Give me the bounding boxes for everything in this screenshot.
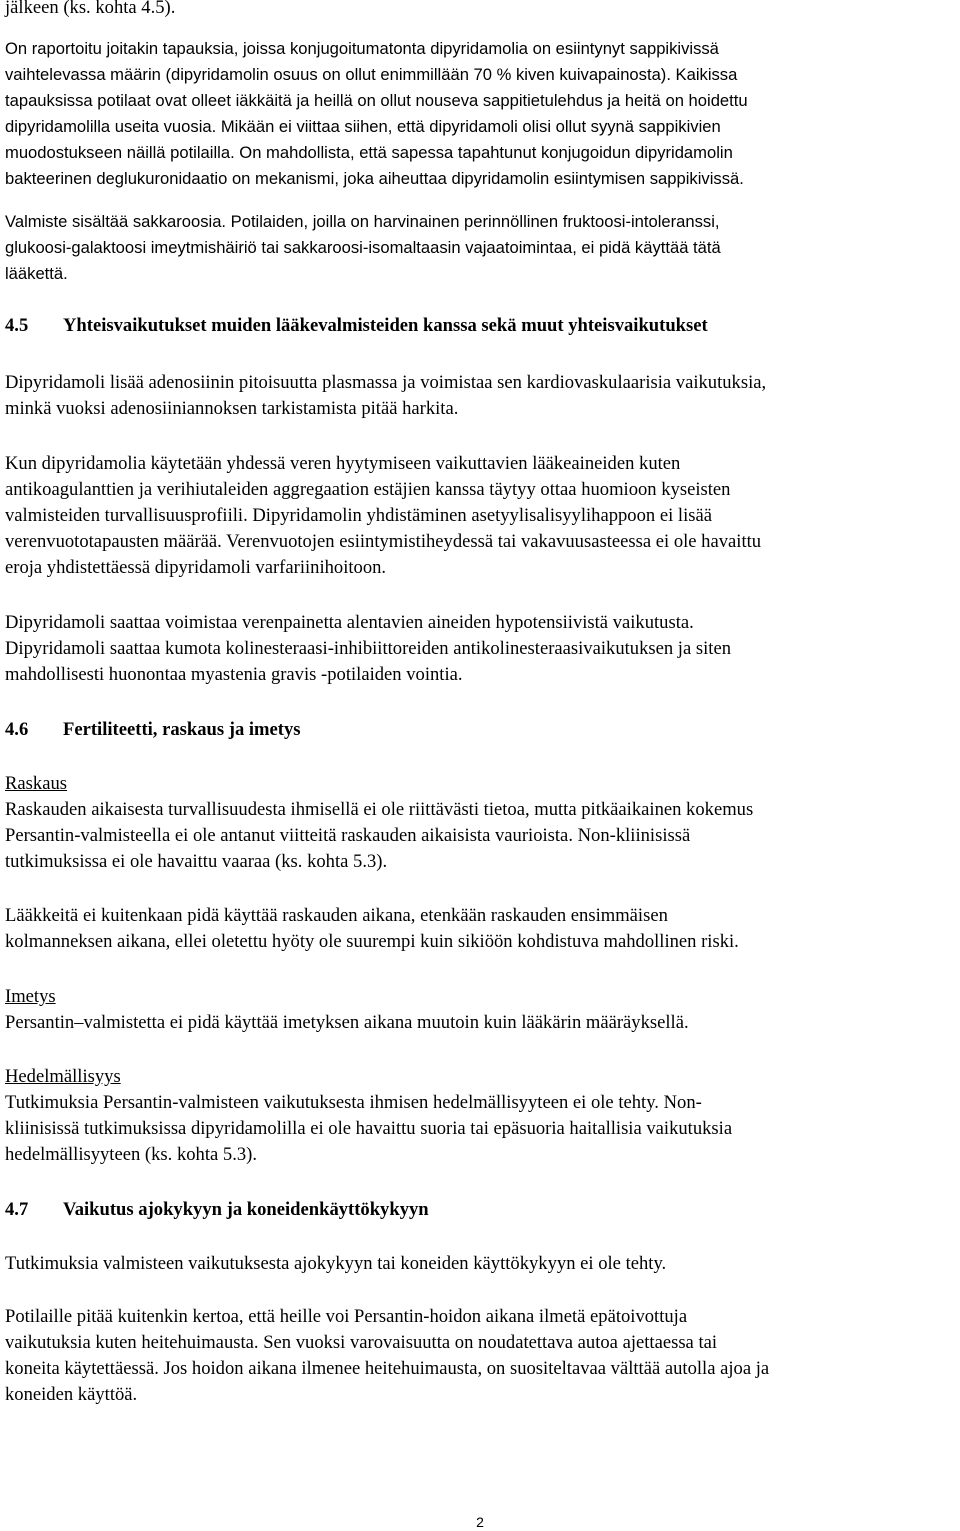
section-title: Yhteisvaikutukset muiden lääkevalmisteiden kanssa sekä muut yhteisvaikutukset — [63, 315, 708, 336]
fertility-subheading: Hedelmällisyys — [5, 1066, 121, 1087]
text-line: minkä vuoksi adenosiiniannoksen tarkistamista pitää harkita. — [5, 398, 459, 419]
text-line: Persantin-valmisteella ei ole antanut viitteitä raskauden aikaisista vaurioista. Non-kliinisissä — [5, 825, 691, 846]
text-line: vaihtelevassa määrin (dipyridamolin osuus on ollut enimmillään 70 % kiven kuivapainosta). Kaikissa — [5, 65, 738, 84]
section-number: 4.7 — [5, 1199, 29, 1220]
pregnancy-subheading: Raskaus — [5, 773, 67, 794]
text-line: Dipyridamoli lisää adenosiinin pitoisuutta plasmassa ja voimistaa sen kardiovaskulaarisia vaikutuksia, — [5, 372, 767, 393]
text-line: muodostukseen näillä potilailla. On mahdollista, että sapessa tapahtunut konjugoidun dipyridamolin — [5, 143, 733, 162]
text-line: dipyridamolilla useita vuosia. Mikään ei viittaa siihen, että dipyridamoli olisi ollut syynä sappikivien — [5, 117, 721, 136]
text-line: Potilaille pitää kuitenkin kertoa, että heille voi Persantin-hoidon aikana ilmetä epätoivottuja — [5, 1306, 688, 1327]
text-line: koneiden käyttöä. — [5, 1384, 138, 1405]
text-line: Valmiste sisältää sakkaroosia. Potilaiden, joilla on harvinainen perinnöllinen fruktoosi-intoleranssi, — [5, 212, 720, 231]
text-line: Dipyridamoli saattaa voimistaa verenpainetta alentavien aineiden hypotensiivistä vaikutusta. — [5, 612, 694, 633]
text-line: glukoosi-galaktoosi imeytmishäiriö tai sakkaroosi-isomaltaasin vajaatoimintaa, ei pidä käyttää tätä — [5, 238, 721, 257]
text-line: tapauksissa potilaat ovat olleet iäkkäitä ja heillä on ollut nouseva sappitietulehdus ja heitä on hoidettu — [5, 91, 748, 110]
text-line: Persantin–valmistetta ei pidä käyttää imetyksen aikana muutoin kuin lääkärin määräyksellä. — [5, 1012, 689, 1033]
text-line: On raportoitu joitakin tapauksia, joissa konjugoitumatonta dipyridamolia on esiintynyt sappikivissä — [5, 39, 719, 58]
text-line: Tutkimuksia Persantin-valmisteen vaikutuksesta ihmisen hedelmällisyyteen ei ole tehty. Non- — [5, 1092, 702, 1113]
top-fragment: jälkeen (ks. kohta 4.5). — [5, 0, 176, 18]
text-line: kliinisissä tutkimuksissa dipyridamolilla ei ole havaittu suoria tai epäsuoria haitallisia vaikutuksia — [5, 1118, 733, 1139]
section-number: 4.6 — [5, 719, 29, 740]
text-line: Tutkimuksia valmisteen vaikutuksesta ajokykyyn tai koneiden käyttökykyyn ei ole tehty. — [5, 1253, 667, 1274]
text-line: tutkimuksissa ei ole havaittu vaaraa (ks. kohta 5.3). — [5, 851, 388, 872]
text-line: Dipyridamoli saattaa kumota kolinesteraasi-inhibiittoreiden antikolinesteraasivaikutuksen ja siten — [5, 638, 731, 659]
text-line: verenvuototapausten määrää. Verenvuotojen esiintymistiheydessä tai vakavuusasteessa ei ole havaittu — [5, 531, 762, 552]
section-title: Fertiliteetti, raskaus ja imetys — [63, 719, 301, 740]
text-line: koneita käytettäessä. Jos hoidon aikana ilmenee heitehuimausta, on suositeltavaa välttää autolla ajoa ja — [5, 1358, 770, 1379]
text-line: bakteerinen deglukuronidaatio on mekanismi, joka aiheuttaa dipyridamolin esiintymisen sappikivissä. — [5, 169, 744, 188]
page-number: 2 — [476, 1514, 484, 1530]
text-line: hedelmällisyyteen (ks. kohta 5.3). — [5, 1144, 257, 1165]
section-title: Vaikutus ajokykyyn ja koneidenkäyttökykyyn — [63, 1199, 429, 1220]
text-line: valmisteiden turvallisuusprofiili. Dipyridamolin yhdistäminen asetyylisalisyylihappoon ei lisää — [5, 505, 712, 526]
text-line: Kun dipyridamolia käytetään yhdessä veren hyytymiseen vaikuttavien lääkeaineiden kuten — [5, 453, 681, 474]
text-line: mahdollisesti huonontaa myastenia gravis -potilaiden vointia. — [5, 664, 463, 685]
section-heading-4-5 — [5, 313, 708, 339]
text-line: kolmanneksen aikana, ellei oletettu hyöty ole suurempi kuin sikiöön kohdistuva mahdollinen riski. — [5, 931, 739, 952]
text-line: eroja yhdistettäessä dipyridamoli varfariinihoitoon. — [5, 557, 387, 578]
lactation-subheading: Imetys — [5, 986, 56, 1007]
text-line: Raskauden aikaisesta turvallisuudesta ihmisellä ei ole riittävästi tietoa, mutta pitkäaikainen kokemus — [5, 799, 754, 820]
text-line: antikoagulanttien ja verihiutaleiden aggregaation estäjien kanssa täytyy ottaa huomioon kyseisten — [5, 479, 731, 500]
text-line: lääkettä. — [5, 264, 68, 283]
text-line: Lääkkeitä ei kuitenkaan pidä käyttää raskauden aikana, etenkään raskauden ensimmäisen — [5, 905, 668, 926]
section-heading-4-7 — [5, 1197, 429, 1223]
section-number: 4.5 — [5, 315, 29, 336]
text-line: vaikutuksia kuten heitehuimausta. Sen vuoksi varovaisuutta on noudatettava autoa ajettaessa tai — [5, 1332, 718, 1353]
section-heading-4-6 — [5, 717, 301, 743]
